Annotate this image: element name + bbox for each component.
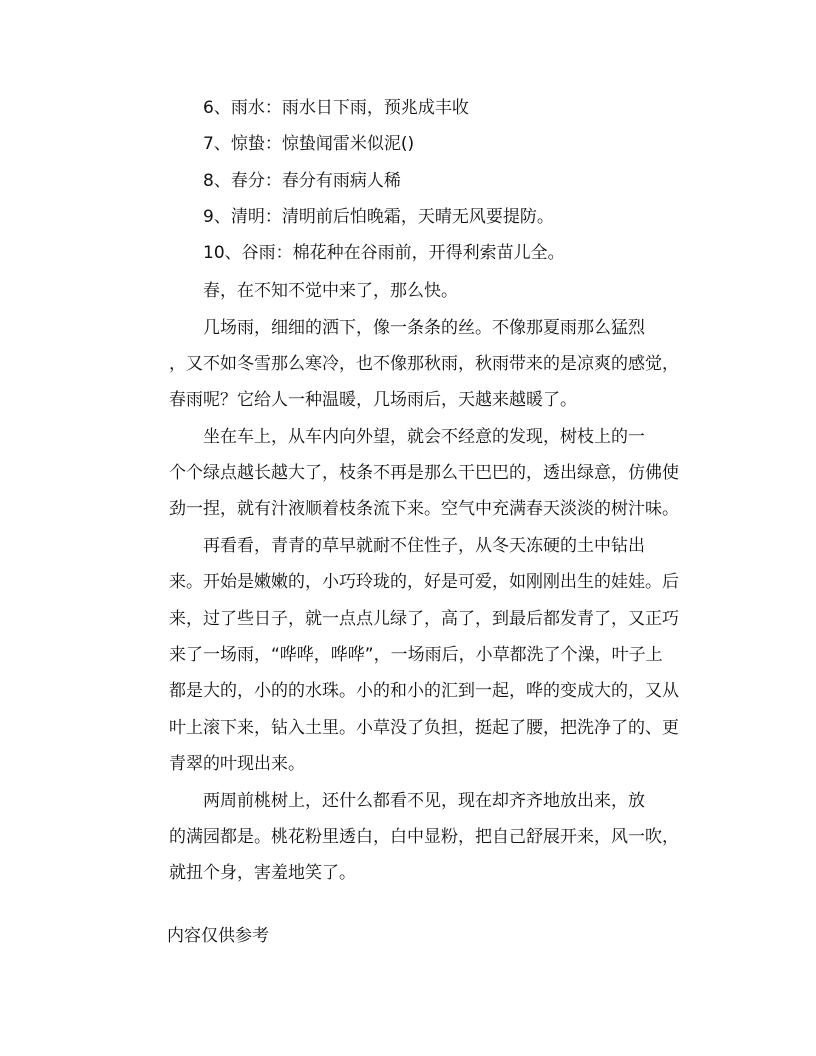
paragraph-line: 都是大的，小的的水珠。小的和小的汇到一起，哗的变成大的，又从 (169, 681, 679, 701)
paragraph-line: 青翠的叶现出来。 (169, 754, 305, 774)
paragraph-line: 春雨呢？它给人一种温暖，几场雨后，天越来越暖了。 (169, 390, 577, 410)
paragraph-line: 来，过了些日子，就一点点儿绿了，高了，到最后都发青了，又正巧 (169, 609, 679, 629)
paragraph-line: 几场雨，细细的洒下，像一条条的丝。不像那夏雨那么猛烈 (203, 318, 645, 338)
paragraph-line: 坐在车上，从车内向外望，就会不经意的发现，树枝上的一 (203, 427, 645, 447)
paragraph-line: 劲一捏，就有汁液顺着枝条流下来。空气中充满春天淡淡的树汁味。 (169, 499, 679, 519)
paragraph-line: 来。开始是嫩嫩的，小巧玲珑的，好是可爱，如刚刚出生的娃娃。后 (169, 572, 679, 592)
paragraph-line: 叶上滚下来，钻入土里。小草没了负担，挺起了腰，把洗净了的、更 (169, 718, 679, 738)
paragraph-line: 再看看，青青的草早就耐不住性子，从冬天冻硬的土中钻出 (203, 536, 645, 556)
paragraph-line: 个个绿点越长越大了，枝条不再是那么干巴巴的，透出绿意，仿佛使 (169, 463, 679, 483)
disclaimer-note: 内容仅供参考 (167, 926, 269, 946)
paragraph-line: 就扭个身，害羞地笑了。 (169, 863, 356, 883)
list-item: 6、雨水：雨水日下雨，预兆成丰收 (203, 98, 469, 118)
list-item: 7、惊蛰：惊蛰闻雷米似泥() (203, 134, 415, 154)
list-item: 8、春分：春分有雨病人稀 (203, 171, 401, 191)
list-item: 10、谷雨：棉花种在谷雨前，开得利索苗儿全。 (203, 243, 565, 263)
list-item: 9、清明：清明前后怕晚霜，天晴无风要提防。 (203, 207, 554, 227)
paragraph-line: 两周前桃树上，还什么都看不见，现在却齐齐地放出来，放 (203, 791, 645, 811)
paragraph-line: 春，在不知不觉中来了，那么快。 (203, 281, 458, 301)
paragraph-line: ，又不如冬雪那么寒冷，也不像那秋雨，秋雨带来的是凉爽的感觉， (169, 354, 679, 374)
paragraph-line: 来了一场雨，“哗哗，哗哗”，一场雨后，小草都洗了个澡，叶子上 (169, 645, 663, 665)
paragraph-line: 的满园都是。桃花粉里透白，白中显粉，把自己舒展开来，风一吹， (169, 827, 679, 847)
